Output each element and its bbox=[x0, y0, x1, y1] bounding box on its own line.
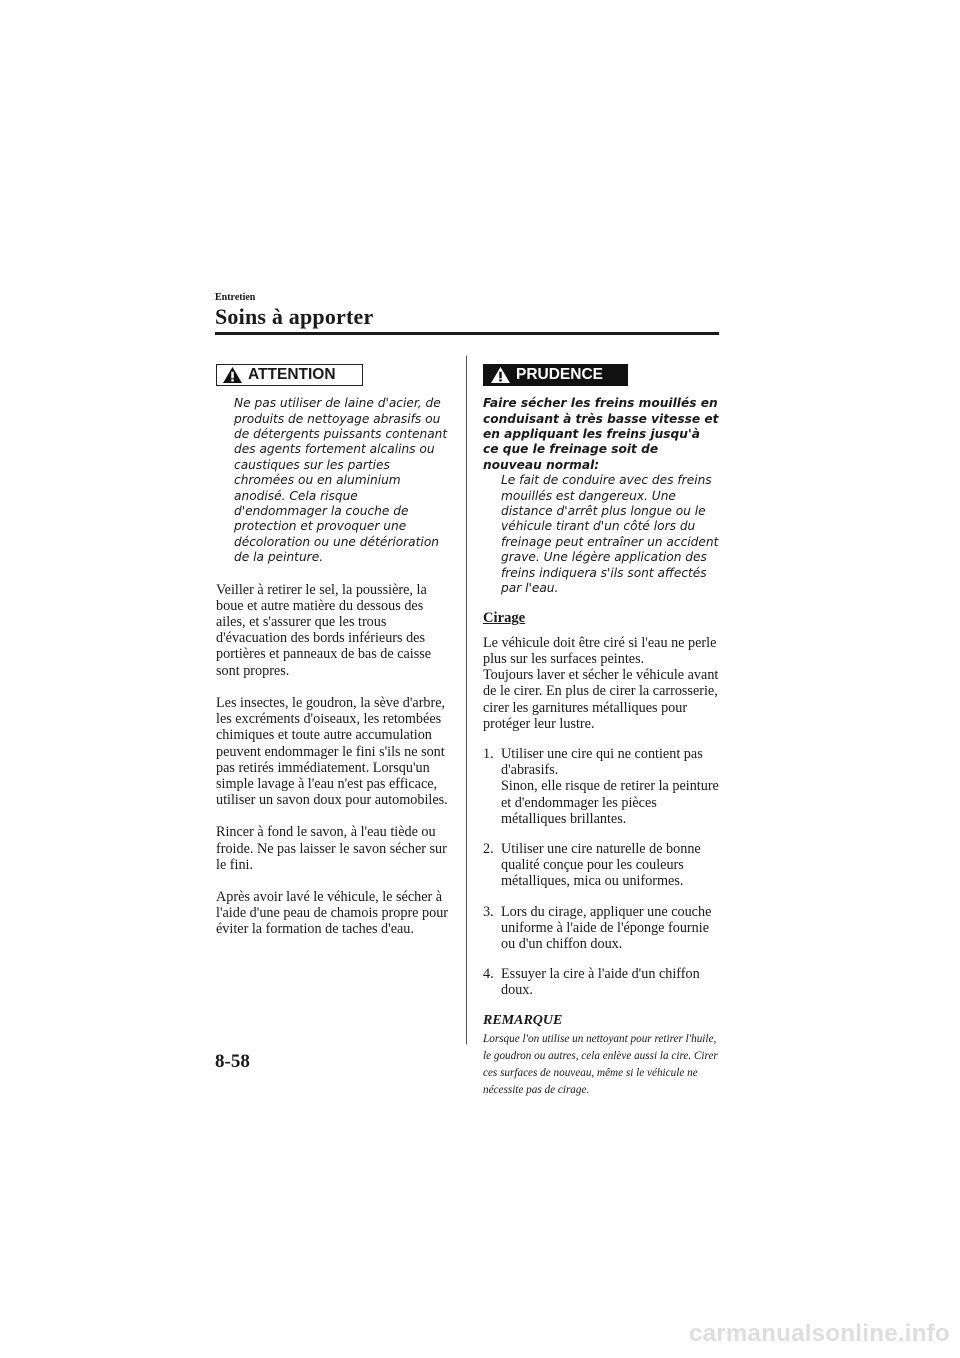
list-extra: Sinon, elle risque de retirer la peinture et d'endommager les pièces métalliques brillantes. bbox=[501, 778, 719, 827]
note-title: REMARQUE bbox=[483, 1012, 563, 1028]
prudence-label: PRUDENCE bbox=[516, 365, 603, 383]
right-column bbox=[483, 364, 719, 1100]
intro-text: Le véhicule doit être ciré si l'eau ne perle plus sur les surfaces peintes. bbox=[483, 634, 717, 667]
page-title: Soins à apporter bbox=[215, 304, 374, 329]
intro-text: Toujours laver et sécher le véhicule avant de le cirer. En plus de cirer la carrosserie, cirer les garnitures métalliques pour protéger leur lustre. bbox=[483, 667, 719, 732]
subheading-cirage: Cirage bbox=[483, 610, 526, 627]
paragraph: Les insectes, le goudron, la sève d'arbre, les excréments d'oiseaux, les retombées chimiques et toute autre accumulation peuvent endommager le fini s'ils ne sont pas retirés immédiatement. Lorsqu'un simple lavage à l'eau n'est pas efficace, utiliser un savon doux pour automobiles. bbox=[216, 694, 448, 809]
list-number: 1. bbox=[483, 745, 494, 762]
paragraph: Veiller à retirer le sel, la poussière, la boue et autre matière du dessous des ailes, et s'assurer que les trous d'évacuation des bords inférieurs des portières et panneaux de bas de caisse sont propres. bbox=[216, 581, 432, 679]
list-number: 4. bbox=[483, 966, 494, 983]
list-number: 3. bbox=[483, 903, 494, 920]
prudence-heading: Faire sécher les freins mouillés en conduisant à très basse vitesse et en appliquant les freins jusqu'à ce que le freinage soit de nouveau normal: bbox=[483, 396, 719, 472]
list-text: Lors du cirage, appliquer une couche uniforme à l'aide de l'éponge fournie ou d'un chiffon doux. bbox=[501, 903, 712, 952]
note-text: Lorsque l'on utilise un nettoyant pour retirer l'huile, le goudron ou autres, cela enlève aussi la cire. Cirer ces surfaces de nouveau, même si le véhicule ne nécessite pas de cirage. bbox=[483, 1032, 718, 1097]
warning-triangle-icon bbox=[490, 366, 511, 384]
section-label: Entretien bbox=[215, 292, 256, 303]
list-item bbox=[483, 746, 719, 827]
list-text: Essuyer la cire à l'aide d'un chiffon doux. bbox=[501, 966, 700, 999]
list-item bbox=[483, 904, 719, 953]
attention-label: ATTENTION bbox=[248, 365, 336, 383]
list-text: Utiliser une cire qui ne contient pas d'abrasifs. bbox=[501, 745, 703, 779]
column-divider bbox=[466, 356, 467, 1044]
title-rule bbox=[215, 332, 719, 335]
prudence-text: Le fait de conduire avec des freins mouillés est dangereux. Une distance d'arrêt plus longue ou le véhicule tirant d'un côté lors du freinage peut entraîner un accident grave. Une légère application des freins indiquera s'ils sont affectés par l'eau. bbox=[501, 473, 719, 596]
paragraph: Après avoir lavé le véhicule, le sécher à l'aide d'une peau de chamois propre pour éviter la formation de taches d'eau. bbox=[216, 888, 449, 938]
list-number: 2. bbox=[483, 840, 494, 857]
list-item bbox=[483, 966, 719, 998]
watermark: carmanualsonline.info bbox=[688, 1320, 950, 1347]
attention-text: Ne pas utiliser de laine d'acier, de produits de nettoyage abrasifs ou de détergents puissants contenant des agents fortement alcalins ou caustiques sur les parties chromées ou en aluminium anodisé. Cela risque d'endommager la couche de protection et provoquer une décoloration ou une détérioration de la peinture. bbox=[234, 396, 448, 565]
left-column bbox=[216, 364, 452, 938]
page-number: 8-58 bbox=[215, 1051, 250, 1072]
warning-triangle-icon bbox=[222, 366, 243, 384]
paragraph: Rincer à fond le savon, à l'eau tiède ou froide. Ne pas laisser le savon sécher sur le fini. bbox=[216, 824, 447, 873]
list-item bbox=[483, 841, 719, 890]
prudence-banner bbox=[483, 364, 628, 386]
attention-banner bbox=[216, 364, 363, 386]
list-text: Utiliser une cire naturelle de bonne qualité conçue pour les couleurs métalliques, mica ou uniformes. bbox=[501, 840, 701, 890]
